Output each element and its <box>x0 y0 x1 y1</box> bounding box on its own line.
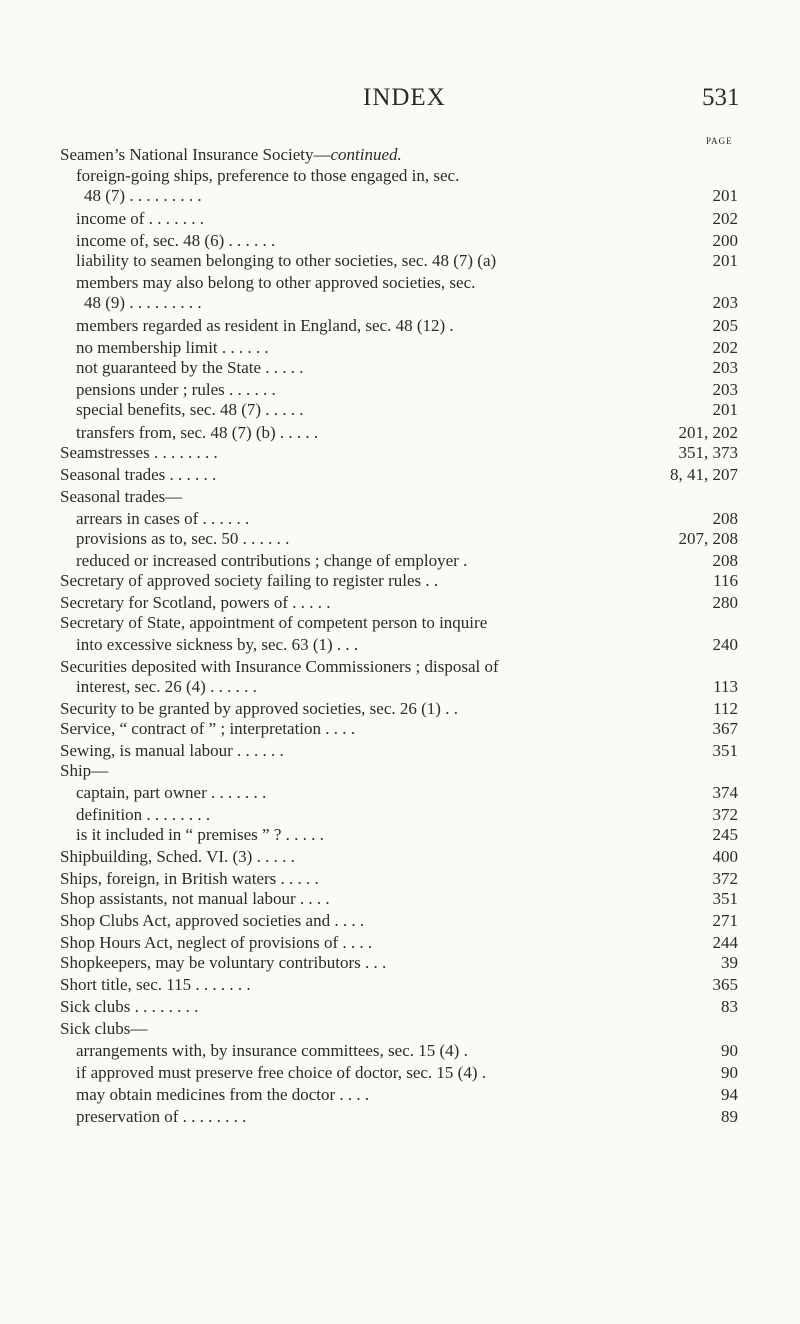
entry-text: Ship— <box>60 761 109 780</box>
entry-text: Shopkeepers, may be voluntary contributors . . . <box>60 953 387 972</box>
entry-page: 39 <box>721 953 738 972</box>
entry-page: 116 <box>713 571 738 590</box>
page-number: 531 <box>702 84 740 111</box>
entry-text: special benefits, sec. 48 (7) . . . . . <box>76 400 304 419</box>
entry-text: preservation of . . . . . . . . <box>76 1107 247 1126</box>
entry-text: Shipbuilding, Sched. VI. (3) . . . . . <box>60 847 295 866</box>
entry-page: 205 <box>712 316 738 335</box>
entry-page: 201 <box>712 400 738 419</box>
entry-text: Seamen’s National Insurance Society—continued. <box>60 145 402 164</box>
entry-page: 374 <box>712 783 738 802</box>
entry-text: Ships, foreign, in British waters . . . . . <box>60 869 319 888</box>
entry-page: 245 <box>712 825 738 844</box>
entry-text: Seasonal trades . . . . . . <box>60 465 217 484</box>
entry-text: Securities deposited with Insurance Commissioners ; disposal of <box>60 657 499 676</box>
entry-page: 271 <box>712 911 738 930</box>
entry-text: Short title, sec. 115 . . . . . . . <box>60 975 251 994</box>
entry-page: 202 <box>712 338 738 357</box>
entry-text: Secretary of State, appointment of competent person to inquire <box>60 613 488 632</box>
entry-page: 90 <box>721 1041 738 1060</box>
entry-text: into excessive sickness by, sec. 63 (1) . . . <box>76 635 359 654</box>
entry-text: Shop Hours Act, neglect of provisions of . . . . <box>60 933 373 952</box>
entry-text: Sewing, is manual labour . . . . . . <box>60 741 284 760</box>
index-entry <box>0 290 800 315</box>
entry-page: 201 <box>712 251 738 270</box>
entry-page: 351 <box>712 889 738 908</box>
entry-text: Service, “ contract of ” ; interpretation . . . . <box>60 719 356 738</box>
entry-text: Sick clubs . . . . . . . . <box>60 997 199 1016</box>
entry-text: Security to be granted by approved societies, sec. 26 (1) . . <box>60 699 458 718</box>
entry-text: captain, part owner . . . . . . . <box>76 783 267 802</box>
entry-text: 48 (7) . . . . . . . . . <box>84 186 202 205</box>
entry-page: 83 <box>721 997 738 1016</box>
entry-page: 244 <box>712 933 738 952</box>
entry-text: if approved must preserve free choice of doctor, sec. 15 (4) . <box>76 1063 486 1082</box>
entry-text: provisions as to, sec. 50 . . . . . . <box>76 529 290 548</box>
entry-text: definition . . . . . . . . <box>76 805 211 824</box>
entry-text: 48 (9) . . . . . . . . . <box>84 293 202 312</box>
entry-text: Seasonal trades— <box>60 487 183 506</box>
entry-page: 203 <box>712 358 738 377</box>
entry-page: 367 <box>712 719 738 738</box>
entry-page: 8, 41, 207 <box>670 465 738 484</box>
entry-page: 113 <box>713 677 738 696</box>
index-title: INDEX <box>363 84 446 111</box>
entry-text: members regarded as resident in England, sec. 48 (12) . <box>76 316 454 335</box>
entry-page: 89 <box>721 1107 738 1126</box>
entry-page: 201 <box>712 186 738 205</box>
entry-page: 372 <box>712 869 738 888</box>
index-entry <box>0 1104 800 1129</box>
entry-page: 200 <box>712 231 738 250</box>
entry-page: 94 <box>721 1085 738 1104</box>
entry-text: reduced or increased contributions ; change of employer . <box>76 551 468 570</box>
entry-text: arrangements with, by insurance committees, sec. 15 (4) . <box>76 1041 468 1060</box>
entry-text: no membership limit . . . . . . <box>76 338 269 357</box>
entry-page: 112 <box>713 699 738 718</box>
entry-page: 208 <box>712 509 738 528</box>
entry-text: Shop Clubs Act, approved societies and . . . . <box>60 911 365 930</box>
entry-text: Sick clubs— <box>60 1019 148 1038</box>
entry-text: income of . . . . . . . <box>76 209 204 228</box>
entry-text: interest, sec. 26 (4) . . . . . . <box>76 677 257 696</box>
entry-page: 280 <box>712 593 738 612</box>
entry-page: 400 <box>712 847 738 866</box>
entry-page: 203 <box>712 380 738 399</box>
entry-page: 202 <box>712 209 738 228</box>
page-column-label: PAGE <box>706 136 733 146</box>
entry-text: arrears in cases of . . . . . . <box>76 509 250 528</box>
entry-text: income of, sec. 48 (6) . . . . . . <box>76 231 276 250</box>
page-header <box>0 84 800 120</box>
entry-text: not guaranteed by the State . . . . . <box>76 358 304 377</box>
entry-page: 90 <box>721 1063 738 1082</box>
entry-text: may obtain medicines from the doctor . . . . <box>76 1085 370 1104</box>
entry-page: 207, 208 <box>678 529 738 548</box>
entry-text: liability to seamen belonging to other societies, sec. 48 (7) (a) <box>76 251 497 270</box>
entry-text: Secretary of approved society failing to register rules . . <box>60 571 439 590</box>
entry-text: Seamstresses . . . . . . . . <box>60 443 218 462</box>
entry-text: Shop assistants, not manual labour . . . . <box>60 889 330 908</box>
entry-page: 203 <box>712 293 738 312</box>
index-entry <box>0 397 800 422</box>
entry-text: pensions under ; rules . . . . . . <box>76 380 276 399</box>
entry-page: 351, 373 <box>678 443 738 462</box>
entry-text: members may also belong to other approved societies, sec. <box>76 273 476 292</box>
index-entry <box>0 183 800 208</box>
entry-page: 372 <box>712 805 738 824</box>
entry-text: Secretary for Scotland, powers of . . . . . <box>60 593 331 612</box>
entry-page: 208 <box>712 551 738 570</box>
entry-page: 201, 202 <box>678 423 738 442</box>
entry-page: 351 <box>712 741 738 760</box>
entry-italic-suffix: continued. <box>330 145 402 164</box>
entry-text: transfers from, sec. 48 (7) (b) . . . . . <box>76 423 319 442</box>
entry-page: 365 <box>712 975 738 994</box>
entry-page: 240 <box>712 635 738 654</box>
entry-text: foreign-going ships, preference to those engaged in, sec. <box>76 166 460 185</box>
entry-text: is it included in “ premises ” ? . . . . . <box>76 825 324 844</box>
